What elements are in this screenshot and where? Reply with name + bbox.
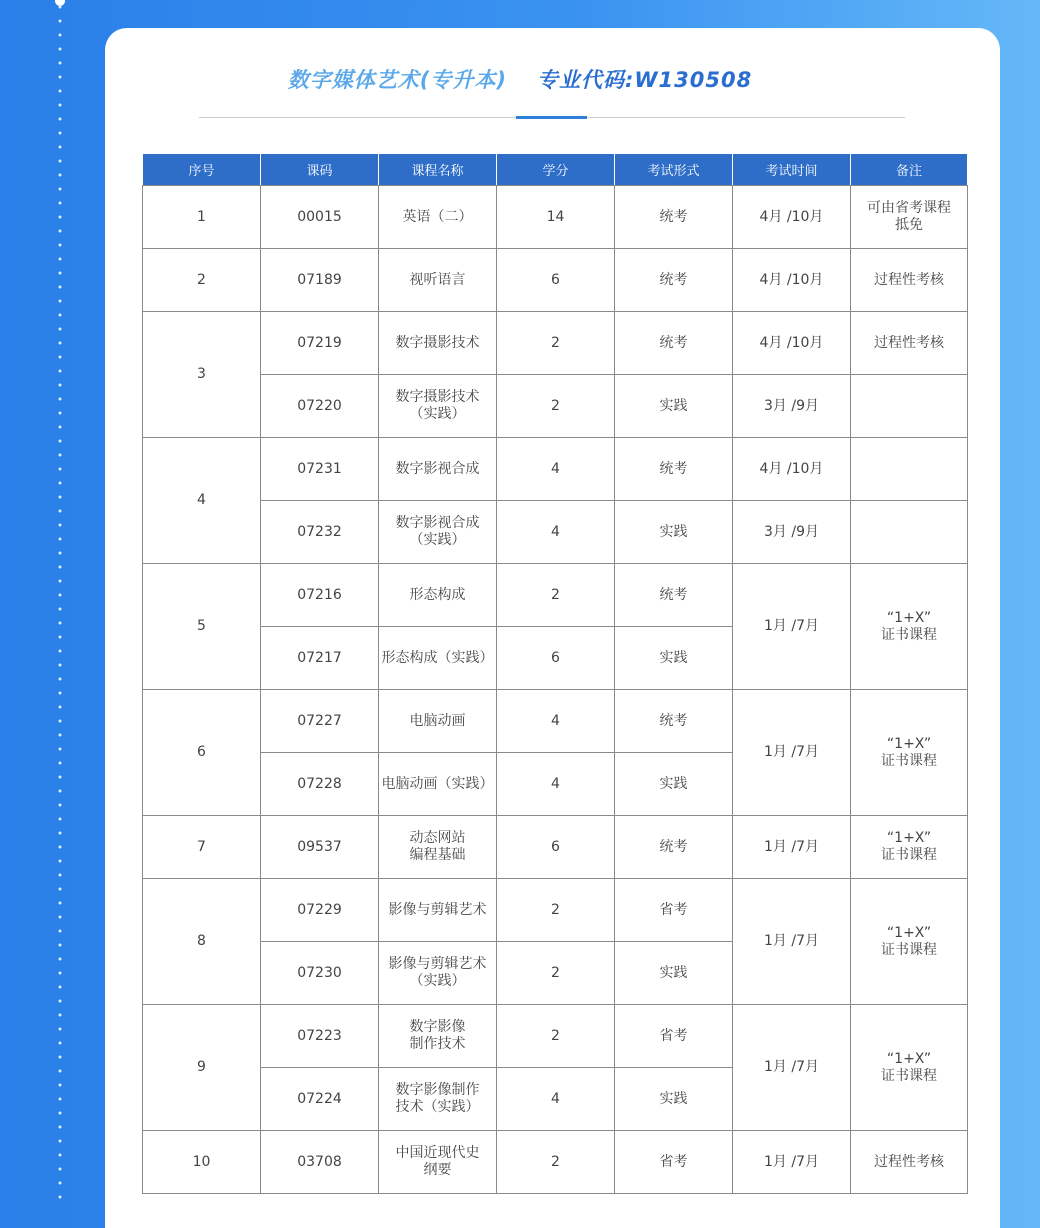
cell-exam-time: 1月 /7月: [733, 879, 851, 1005]
cell-line: 抵免: [895, 217, 923, 233]
cell-exam-time: 4月 /10月: [733, 186, 851, 249]
cell-exam-time: 1月 /7月: [733, 1005, 851, 1131]
cell-exam-form: 统考: [615, 564, 733, 627]
column-header: 课程名称: [379, 154, 497, 186]
cell-credit: 4: [497, 753, 615, 816]
cell-name: 电脑动画（实践）: [379, 753, 497, 816]
cell-exam-form: 统考: [615, 816, 733, 879]
cell-line: “1+X”: [886, 924, 932, 941]
cell-code: 07220: [261, 375, 379, 438]
cell-code: 07216: [261, 564, 379, 627]
cell-note: 过程性考核: [851, 249, 968, 312]
cell-exam-time: 1月 /7月: [733, 1131, 851, 1194]
cell-exam-form: 统考: [615, 438, 733, 501]
cell-code: 03708: [261, 1131, 379, 1194]
cell-credit: 2: [497, 312, 615, 375]
cell-credit: 2: [497, 1005, 615, 1068]
table-row: [143, 438, 968, 501]
cell-no: 8: [143, 879, 261, 1005]
cell-credit: 2: [497, 375, 615, 438]
cell-exam-time: 3月 /9月: [733, 375, 851, 438]
cell-name: [379, 1068, 497, 1131]
column-header: 序号: [143, 154, 261, 186]
cell-line: （实践）: [409, 406, 466, 422]
cell-no: 6: [143, 690, 261, 816]
cell-exam-form: 省考: [615, 879, 733, 942]
cell-code: 07231: [261, 438, 379, 501]
cell-exam-time: 4月 /10月: [733, 438, 851, 501]
cell-line: 影像与剪辑艺术: [388, 956, 487, 972]
cell-code: 07189: [261, 249, 379, 312]
cell-no: 7: [143, 816, 261, 879]
cell-line: “1+X”: [886, 735, 932, 752]
cell-credit: 2: [497, 879, 615, 942]
cell-line: “1+X”: [886, 1050, 932, 1067]
table-row: [143, 879, 968, 942]
cell-name: [379, 1005, 497, 1068]
cell-name: 电脑动画: [379, 690, 497, 753]
cell-name: 英语（二）: [379, 186, 497, 249]
cell-no: 3: [143, 312, 261, 438]
table-row: [143, 1131, 968, 1194]
cell-no: 4: [143, 438, 261, 564]
program-name: 数字媒体艺术(专升本): [287, 68, 507, 92]
cell-exam-form: 实践: [615, 627, 733, 690]
cell-exam-form: 统考: [615, 186, 733, 249]
cell-credit: 4: [497, 438, 615, 501]
table-row: [143, 186, 968, 249]
cell-code: 07217: [261, 627, 379, 690]
cell-line: 证书课程: [881, 1067, 937, 1084]
cell-credit: 2: [497, 1131, 615, 1194]
cell-note: [851, 690, 968, 816]
cell-line: “1+X”: [886, 609, 932, 626]
cell-note: [851, 1005, 968, 1131]
cell-exam-form: 省考: [615, 1131, 733, 1194]
program-code: W130508: [634, 68, 753, 92]
cell-exam-time: 1月 /7月: [733, 690, 851, 816]
cell-line: 纲要: [423, 1162, 452, 1178]
cell-exam-time: 1月 /7月: [733, 564, 851, 690]
cell-credit: 2: [497, 564, 615, 627]
cell-credit: 2: [497, 942, 615, 1005]
cell-line: 中国近现代史: [395, 1145, 480, 1161]
cell-note: [851, 186, 968, 249]
cell-note: [851, 375, 968, 438]
cell-name: [379, 942, 497, 1005]
cell-code: 07219: [261, 312, 379, 375]
cell-note: [851, 564, 968, 690]
cell-code: 07228: [261, 753, 379, 816]
cell-credit: 4: [497, 1068, 615, 1131]
column-header: 考试时间: [733, 154, 851, 186]
cell-credit: 4: [497, 690, 615, 753]
table-row: [143, 1005, 968, 1068]
cell-name: 影像与剪辑艺术: [379, 879, 497, 942]
cell-code: 07224: [261, 1068, 379, 1131]
dotted-line-decoration: [58, 0, 62, 1200]
cell-exam-time: 3月 /9月: [733, 501, 851, 564]
cell-name: 数字摄影技术: [379, 312, 497, 375]
cell-exam-form: 实践: [615, 942, 733, 1005]
cell-name: 视听语言: [379, 249, 497, 312]
program-code-label: 专业代码:: [536, 68, 635, 92]
cell-line: 数字影像: [409, 1019, 466, 1035]
cell-exam-form: 实践: [615, 1068, 733, 1131]
cell-exam-time: 1月 /7月: [733, 816, 851, 879]
cell-name: 数字影视合成: [379, 438, 497, 501]
cell-note: [851, 438, 968, 501]
column-header: 考试形式: [615, 154, 733, 186]
cell-no: 10: [143, 1131, 261, 1194]
cell-no: 5: [143, 564, 261, 690]
cell-exam-time: 4月 /10月: [733, 312, 851, 375]
table-row: [143, 816, 968, 879]
dot-head-decoration: [55, 0, 65, 6]
cell-name: [379, 1131, 497, 1194]
table-row: [143, 690, 968, 753]
cell-line: 证书课程: [881, 847, 937, 863]
cell-line: 制作技术: [409, 1036, 466, 1052]
cell-note: [851, 501, 968, 564]
cell-code: 07230: [261, 942, 379, 1005]
cell-line: 证书课程: [881, 941, 937, 958]
cell-credit: 6: [497, 249, 615, 312]
cell-exam-form: 统考: [615, 312, 733, 375]
cell-name: [379, 501, 497, 564]
cell-line: 数字影视合成: [395, 515, 480, 531]
cell-code: 07223: [261, 1005, 379, 1068]
cell-code: 09537: [261, 816, 379, 879]
cell-line: 数字影像制作: [395, 1082, 480, 1098]
cell-credit: 6: [497, 627, 615, 690]
page-title: [0, 64, 1040, 94]
cell-name: 形态构成（实践）: [379, 627, 497, 690]
cell-code: 00015: [261, 186, 379, 249]
cell-line: 数字摄影技术: [395, 389, 480, 405]
cell-note: 过程性考核: [851, 1131, 968, 1194]
cell-line: 技术（实践）: [395, 1099, 480, 1115]
table-row: [143, 249, 968, 312]
cell-note: [851, 816, 968, 879]
cell-exam-form: 实践: [615, 501, 733, 564]
table-row: [143, 375, 968, 438]
cell-name: [379, 375, 497, 438]
cell-exam-form: 统考: [615, 690, 733, 753]
cell-exam-form: 实践: [615, 753, 733, 816]
title-divider-accent: [516, 116, 587, 119]
cell-line: 编程基础: [409, 847, 466, 863]
cell-exam-time: 4月 /10月: [733, 249, 851, 312]
table-row: [143, 501, 968, 564]
cell-code: 07227: [261, 690, 379, 753]
cell-exam-form: 实践: [615, 375, 733, 438]
table-row: [143, 312, 968, 375]
cell-note: [851, 879, 968, 1005]
cell-no: 1: [143, 186, 261, 249]
cell-exam-form: 统考: [615, 249, 733, 312]
cell-credit: 6: [497, 816, 615, 879]
cell-code: 07232: [261, 501, 379, 564]
column-header: 学分: [497, 154, 615, 186]
cell-no: 9: [143, 1005, 261, 1131]
cell-name: [379, 816, 497, 879]
cell-credit: 14: [497, 186, 615, 249]
cell-credit: 4: [497, 501, 615, 564]
cell-line: （实践）: [409, 973, 466, 989]
cell-line: 证书课程: [881, 752, 937, 769]
cell-note: 过程性考核: [851, 312, 968, 375]
cell-line: 证书课程: [881, 626, 937, 643]
course-table: [142, 153, 968, 1194]
column-header: 课码: [261, 154, 379, 186]
cell-code: 07229: [261, 879, 379, 942]
cell-line: （实践）: [409, 532, 466, 548]
table-header-row: [143, 154, 968, 186]
cell-line: 可由省考课程: [867, 200, 951, 216]
column-header: 备注: [851, 154, 968, 186]
cell-no: 2: [143, 249, 261, 312]
cell-line: “1+X”: [886, 830, 932, 846]
cell-name: 形态构成: [379, 564, 497, 627]
cell-line: 动态网站: [409, 830, 466, 846]
cell-exam-form: 省考: [615, 1005, 733, 1068]
table-row: [143, 564, 968, 627]
